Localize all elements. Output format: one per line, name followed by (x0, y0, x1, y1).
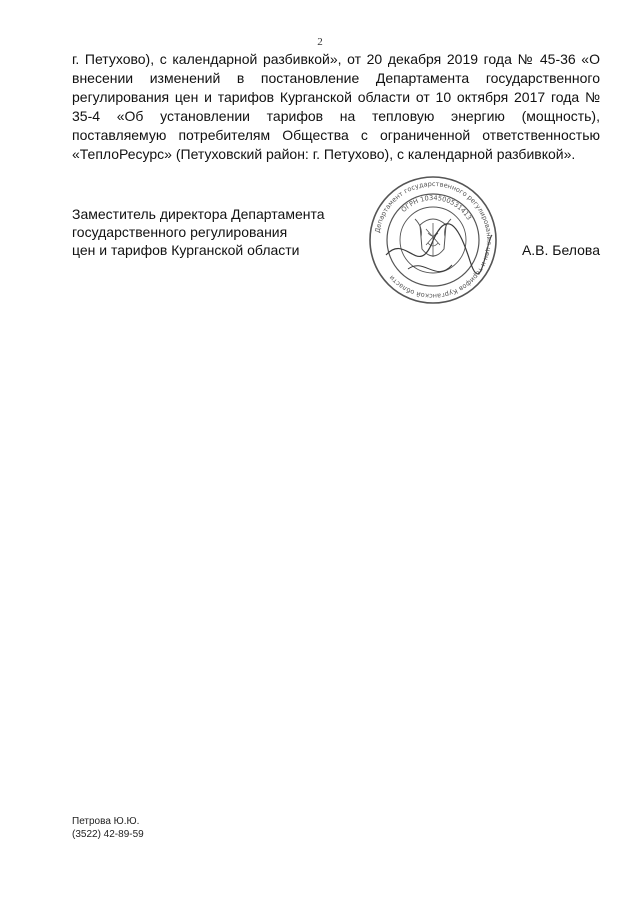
signatory-title-line-1: Заместитель директора Департамента (72, 206, 325, 222)
executor-name: Петрова Ю.Ю. (72, 816, 140, 827)
page-number: 2 (317, 36, 323, 48)
executor-phone: (3522) 42-89-59 (72, 829, 144, 840)
signatory-title-line-2: государственного регулирования (72, 224, 288, 240)
official-seal (366, 173, 500, 307)
svg-text:Департамент государственного р: Департамент государственного регулирования цен и тарифов Курганской области (373, 179, 494, 301)
footer-executor (72, 815, 144, 841)
svg-text:ОГРН 1034500531413: ОГРН 1034500531413 (399, 193, 474, 222)
body-paragraph: г. Петухово), с календарной разбивкой», от 20 декабря 2019 года № 45-36 «О внесении изменений в постановление Департамента государственного регулирования цен и тарифов Курганской области от 10 октября 2017 года № 35-4 «Об установлении тарифов на тепловую энергию (мощность), поставляемую потребителям Общества с ограниченной ответственностью «ТеплоРесурс» (Петуховский район: г. Петухово), с календарной разбивкой». (72, 51, 600, 162)
signature-block (72, 205, 372, 259)
signatory-title-line-3: цен и тарифов Курганской области (72, 242, 300, 258)
seal-icon (366, 173, 500, 307)
signatory-name: А.В. Белова (521, 242, 600, 258)
